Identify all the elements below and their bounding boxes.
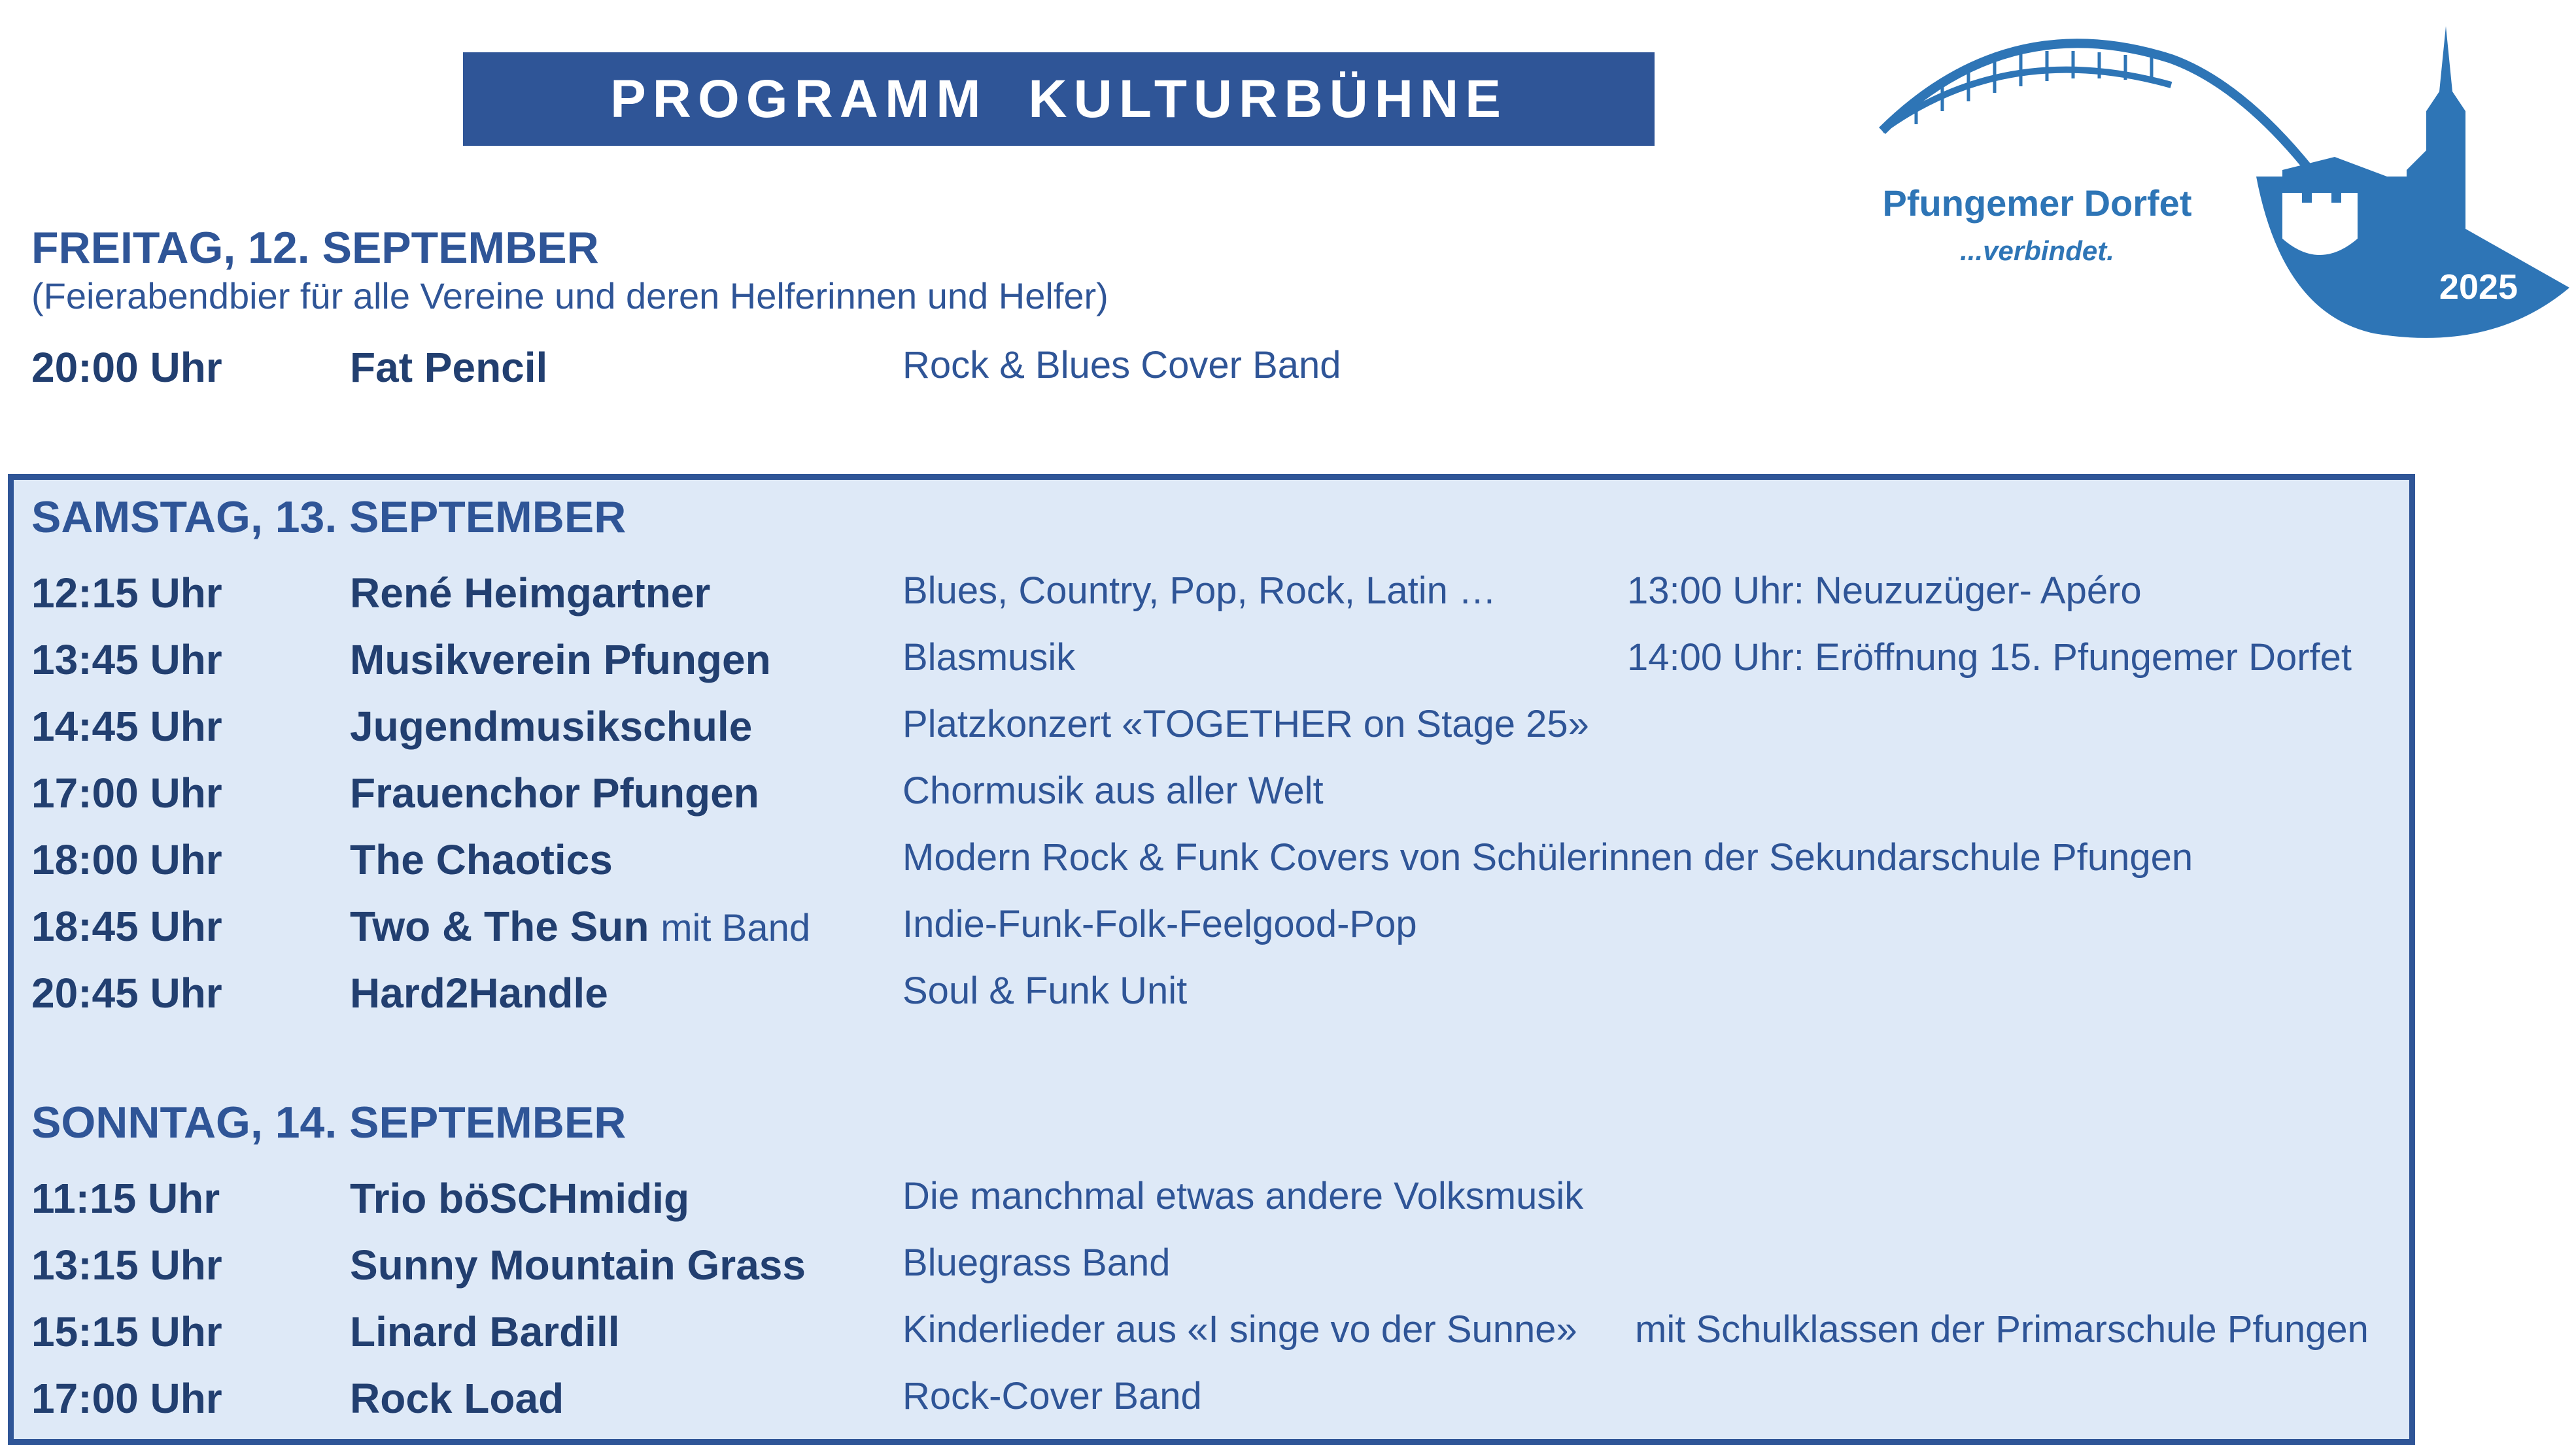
artist-name: Jugendmusikschule <box>350 703 753 750</box>
time-label: 17:00 Uhr <box>31 1375 222 1422</box>
genre-label: Chormusik aus aller Welt <box>902 769 1324 812</box>
genre-label: Die manchmal etwas andere Volksmusik <box>902 1175 1584 1217</box>
genre-label: Rock-Cover Band <box>902 1375 1202 1417</box>
schedule-row <box>0 969 2576 1028</box>
artist-name: Frauenchor Pfungen <box>350 769 759 817</box>
schedule-row <box>0 343 2576 402</box>
side-note: 14:00 Uhr: Eröffnung 15. Pfungemer Dorfet <box>1627 636 2352 679</box>
artist-name: Musikverein Pfungen <box>350 636 771 683</box>
genre-label: Kinderlieder aus «I singe vo der Sunne» <box>902 1308 1577 1351</box>
genre-label: Rock & Blues Cover Band <box>902 344 1341 386</box>
friday-heading: FREITAG, 12. SEPTEMBER <box>31 223 599 273</box>
logo-year: 2025 <box>2439 267 2518 307</box>
schedule-row <box>0 836 2576 894</box>
time-label: 14:45 Uhr <box>31 703 222 750</box>
page-title: PROGRAMM KULTURBÜHNE <box>463 52 1655 146</box>
schedule-row <box>0 1308 2576 1366</box>
time-label: 20:00 Uhr <box>31 344 222 391</box>
time-label: 11:15 Uhr <box>31 1175 220 1222</box>
artist-name: Sunny Mountain Grass <box>350 1242 806 1289</box>
logo-tagline: ...verbindet. <box>1960 235 2114 266</box>
schedule-row <box>0 1174 2576 1233</box>
genre-label: Soul & Funk Unit <box>902 970 1188 1012</box>
time-label: 17:00 Uhr <box>31 769 222 817</box>
schedule-row <box>0 1241 2576 1300</box>
artist-name: The Chaotics <box>350 836 613 883</box>
schedule-row <box>0 902 2576 961</box>
artist-name: Hard2Handle <box>350 970 608 1017</box>
friday-note: (Feierabendbier für alle Vereine und deren Helferinnen und Helfer) <box>31 275 1108 316</box>
artist-name: Linard Bardill <box>350 1308 620 1355</box>
time-label: 12:15 Uhr <box>31 569 222 617</box>
genre-label: Indie-Funk-Folk-Feelgood-Pop <box>902 903 1417 945</box>
genre-label: Blasmusik <box>902 636 1076 679</box>
side-note: mit Schulklassen der Primarschule Pfungen <box>1635 1308 2369 1351</box>
genre-label: Blues, Country, Pop, Rock, Latin … <box>902 569 1497 612</box>
artist-name: Rock Load <box>350 1375 564 1422</box>
artist-extra: mit Band <box>661 907 811 949</box>
saturday-heading: SAMSTAG, 13. SEPTEMBER <box>31 492 627 542</box>
artist-name <box>350 902 810 951</box>
logo-name: Pfungemer Dorfet <box>1882 182 2192 224</box>
time-label: 18:45 Uhr <box>31 903 222 950</box>
artist-main: Two & The Sun <box>350 903 649 950</box>
schedule-row <box>0 702 2576 761</box>
genre-label: Modern Rock & Funk Covers von Schülerinnen der Sekundarschule Pfungen <box>902 836 2193 879</box>
side-note: 13:00 Uhr: Neuzuzüger- Apéro <box>1627 569 2142 612</box>
schedule-row <box>0 769 2576 828</box>
time-label: 13:45 Uhr <box>31 636 222 683</box>
schedule-row <box>0 1374 2576 1433</box>
sunday-heading: SONNTAG, 14. SEPTEMBER <box>31 1098 627 1147</box>
time-label: 20:45 Uhr <box>31 970 222 1017</box>
artist-name: Trio böSCHmidig <box>350 1175 690 1222</box>
event-logo <box>1864 13 2576 347</box>
artist-name: Fat Pencil <box>350 344 548 391</box>
genre-label: Platzkonzert «TOGETHER on Stage 25» <box>902 703 1589 745</box>
schedule-row <box>0 569 2576 628</box>
genre-label: Bluegrass Band <box>902 1242 1171 1284</box>
artist-name: René Heimgartner <box>350 569 711 617</box>
schedule-row <box>0 635 2576 694</box>
time-label: 15:15 Uhr <box>31 1308 222 1355</box>
time-label: 18:00 Uhr <box>31 836 222 883</box>
time-label: 13:15 Uhr <box>31 1242 222 1289</box>
